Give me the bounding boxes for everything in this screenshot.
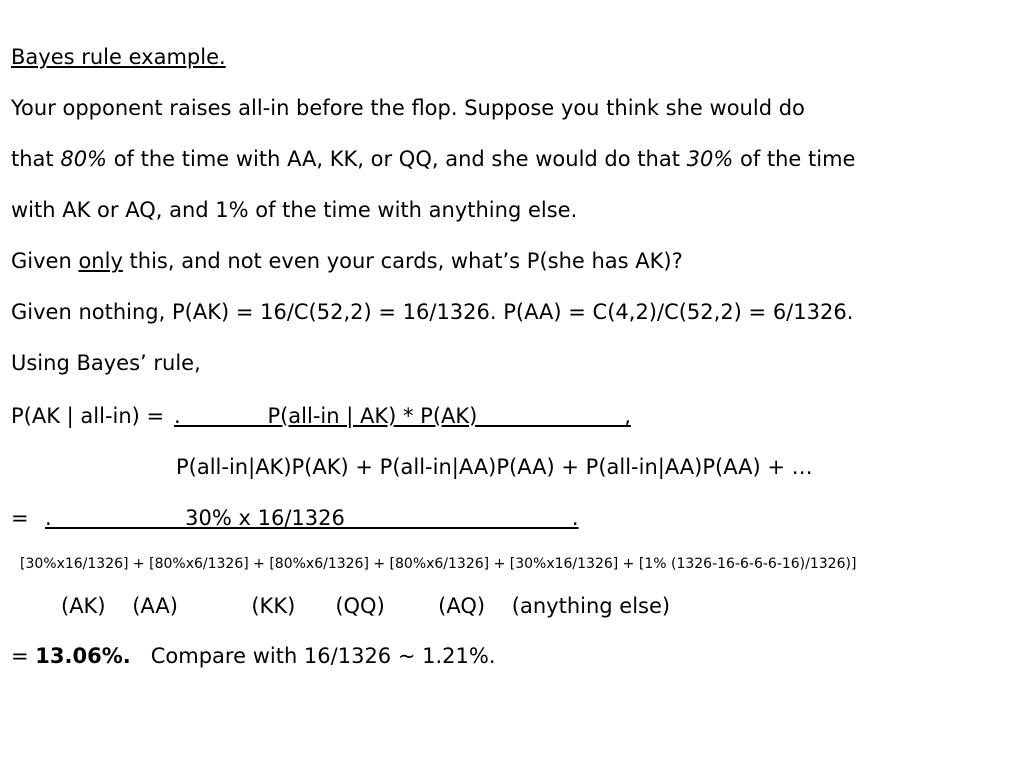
- text-fragment: of the time: [733, 147, 856, 171]
- text-fragment: =: [11, 644, 36, 668]
- problem-line-3: with AK or AQ, and 1% of the time with anything else.: [11, 198, 578, 222]
- text-fragment: of the time with AA, KK, or QQ, and she would do that: [107, 147, 687, 171]
- probability-30: 30%: [686, 147, 734, 171]
- emphasis-only: only: [78, 249, 123, 273]
- hand-labels: (AK) (AA) (KK) (QQ) (AQ) (anything else): [61, 594, 671, 618]
- result-line: [11, 643, 496, 669]
- substitution-numerator: . 30% x 16/1326 .: [45, 506, 579, 530]
- bayes-equation-lhs: P(AK | all-in) =: [11, 404, 165, 428]
- substitution-denominator: [30%x16/1326] + [80%x6/1326] + [80%x6/1326] + [80%x6/1326] + [30%x16/1326] + [1% (1326-16-6-6-6-16)/1326)]: [20, 556, 857, 572]
- question-line: [11, 248, 683, 274]
- result-value: 13.06%.: [35, 644, 131, 668]
- bayes-equation-numerator: . P(all-in | AK) * P(AK) ,: [174, 404, 631, 428]
- text-fragment: Compare with 16/1326 ~ 1.21%.: [130, 644, 496, 668]
- slide-title: Bayes rule example.: [11, 45, 226, 69]
- problem-line-1: Your opponent raises all-in before the flop. Suppose you think she would do: [11, 96, 805, 120]
- bayes-intro: Using Bayes’ rule,: [11, 351, 201, 375]
- text-fragment: Given: [11, 249, 79, 273]
- text-fragment: this, and not even your cards, what’s P(she has AK)?: [122, 249, 683, 273]
- prior-line: Given nothing, P(AK) = 16/C(52,2) = 16/1326. P(AA) = C(4,2)/C(52,2) = 6/1326.: [11, 300, 854, 324]
- bayes-equation-denominator: P(all-in|AK)P(AK) + P(all-in|AA)P(AA) + P(all-in|AA)P(AA) + …: [176, 455, 813, 479]
- probability-80: 80%: [60, 147, 108, 171]
- substitution-lhs: =: [11, 506, 49, 530]
- text-fragment: that: [11, 147, 61, 171]
- problem-line-2: [11, 146, 855, 172]
